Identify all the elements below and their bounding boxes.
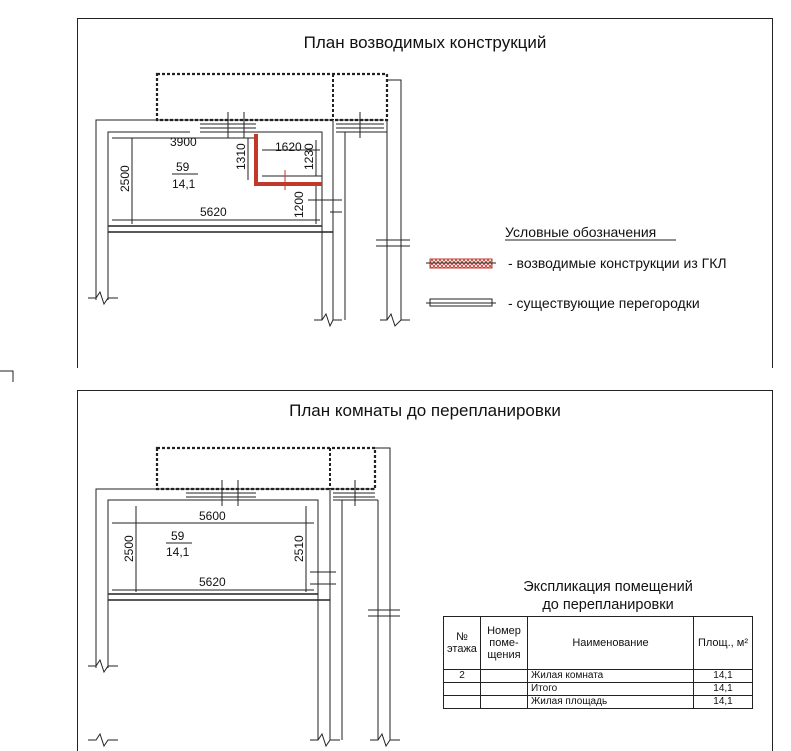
row1-room — [481, 670, 528, 683]
top-room-area: 14,1 — [172, 177, 196, 191]
bottom-walls-far-right — [375, 448, 390, 740]
row2-room — [481, 683, 528, 696]
bottom-room-label — [166, 529, 192, 559]
top-balcony-outline — [157, 74, 387, 120]
bottom-window — [186, 489, 256, 500]
bottom-walls-right — [342, 500, 378, 740]
dim-2500-bottom: 2500 — [122, 535, 136, 562]
dim-5620-bottom: 5620 — [199, 575, 226, 589]
dim-1230: 1230 — [302, 143, 316, 170]
top-break-right — [376, 240, 410, 246]
bottom-walls-outer — [96, 489, 330, 740]
table-row — [444, 670, 753, 683]
header-area: Площ., м² — [694, 617, 753, 670]
top-floor-plan — [88, 74, 410, 326]
dim-3900: 3900 — [170, 135, 197, 149]
bottom-break-mid — [310, 734, 340, 746]
row1-name: Жилая комната — [528, 670, 694, 683]
dim-2500-top: 2500 — [118, 165, 132, 192]
row3-floor — [444, 696, 481, 709]
bottom-dimension-labels — [122, 509, 306, 589]
legend-title: Условные обозначения — [505, 224, 657, 240]
bottom-partition-marks — [310, 572, 336, 584]
bottom-room-number: 59 — [171, 529, 185, 543]
top-window-mullions — [228, 112, 244, 138]
top-walls-right — [345, 120, 387, 320]
bottom-balcony-outline — [157, 448, 375, 489]
bottom-window-right — [333, 489, 375, 500]
dim-1310: 1310 — [234, 143, 248, 170]
top-partition-marks — [308, 200, 342, 212]
table-header-row — [444, 617, 753, 670]
header-room: Номер поме-щения — [481, 617, 528, 670]
top-break-left — [88, 292, 118, 304]
bottom-break-left — [88, 660, 118, 672]
header-name: Наименование — [528, 617, 694, 670]
bottom-break-rt — [370, 734, 400, 746]
top-bottom-wall — [108, 226, 333, 232]
explication-title — [488, 578, 728, 614]
dim-1200: 1200 — [292, 191, 306, 218]
row1-floor: 2 — [444, 670, 481, 683]
corner-mark — [0, 371, 13, 382]
dim-2510: 2510 — [292, 535, 306, 562]
bottom-floor-plan — [88, 448, 400, 746]
top-room-label — [172, 160, 198, 191]
bottom-room-area: 14,1 — [166, 545, 190, 559]
dim-1620: 1620 — [275, 140, 302, 154]
legend-item-partition: - существующие перегородки — [508, 295, 700, 311]
top-plan-title: План возводимых конструкций — [303, 33, 547, 52]
top-room-number: 59 — [176, 160, 190, 174]
table-row — [444, 696, 753, 709]
row3-area: 14,1 — [694, 696, 753, 709]
explication-title-line2: до перепланировки — [542, 597, 674, 613]
bottom-plan-title: План комнаты до перепланировки — [289, 401, 561, 420]
top-break-rt — [380, 314, 410, 326]
bottom-break-left2 — [88, 734, 118, 746]
row1-area: 14,1 — [694, 670, 753, 683]
row3-name: Жилая площадь — [528, 696, 694, 709]
top-walls-far-right — [387, 80, 401, 320]
top-break-mid — [314, 314, 342, 326]
explication-table — [443, 616, 753, 709]
header-floor: № этажа — [444, 617, 481, 670]
legend-item-gkl: - возводимые конструкции из ГКЛ — [508, 255, 727, 271]
dim-5600: 5600 — [199, 509, 226, 523]
bottom-break-right — [368, 610, 400, 616]
table-row — [444, 683, 753, 696]
top-dimension-labels — [118, 135, 316, 219]
dim-5620-top: 5620 — [200, 205, 227, 219]
row2-floor — [444, 683, 481, 696]
row3-room — [481, 696, 528, 709]
explication-title-line1: Экспликация помещений — [523, 579, 693, 595]
row2-area: 14,1 — [694, 683, 753, 696]
row2-name: Итого — [528, 683, 694, 696]
bottom-bottom-wall — [108, 594, 330, 600]
